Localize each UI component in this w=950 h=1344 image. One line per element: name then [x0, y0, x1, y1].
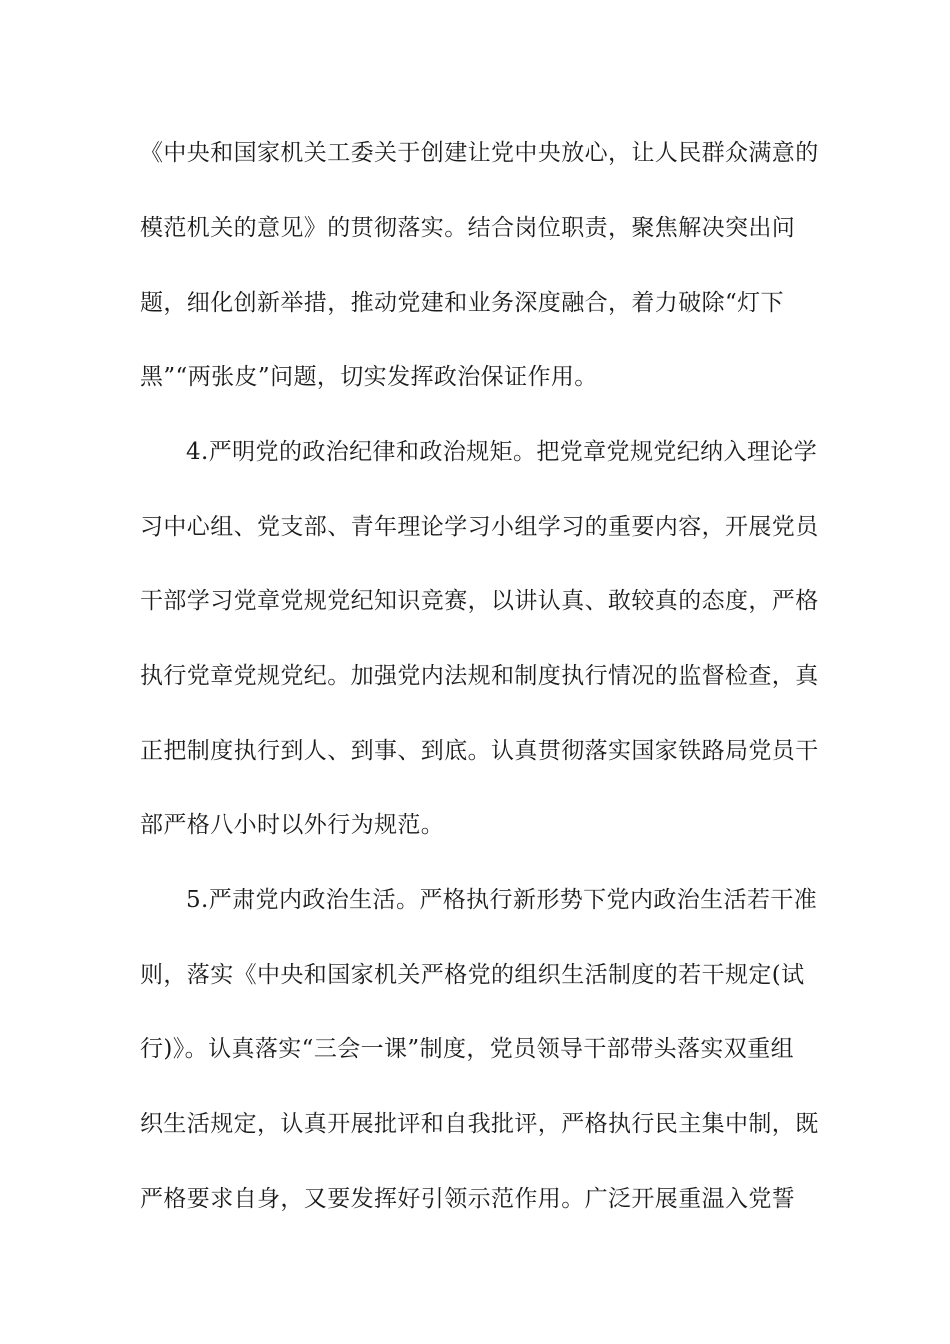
paragraph-start-line: 4.严明党的政治纪律和政治规矩。把党章党规党纪纳入理论学 [186, 439, 818, 465]
text-line: 部严格八小时以外行为规范。 [140, 812, 445, 838]
text-line: 习中心组、党支部、青年理论学习小组学习的重要内容，开展党员 [140, 514, 819, 540]
text-line: 正把制度执行到人、到事、到底。认真贯彻落实国家铁路局党员干 [140, 738, 819, 764]
text-line: 题，细化创新举措，推动党建和业务深度融合，着力破除“灯下 [140, 290, 784, 316]
paragraph-start-line: 5.严肃党内政治生活。严格执行新形势下党内政治生活若干准 [186, 887, 818, 913]
text-line: 严格要求自身，又要发挥好引领示范作用。广泛开展重温入党誓 [140, 1186, 796, 1212]
text-line: 模范机关的意见》的贯彻落实。结合岗位职责，聚焦解决突出问 [140, 215, 796, 241]
text-line: 黑”“两张皮”问题，切实发挥政治保证作用。 [140, 364, 598, 390]
text-line: 则，落实《中央和国家机关严格党的组织生活制度的若干规定(试 [140, 962, 805, 988]
text-line: 干部学习党章党规党纪知识竞赛，以讲认真、敢较真的态度，严格 [140, 588, 819, 614]
text-line: 《中央和国家机关工委关于创建让党中央放心，让人民群众满意的 [140, 140, 819, 166]
text-line: 行)》。认真落实“三会一课”制度，党员领导干部带头落实双重组 [140, 1036, 794, 1062]
text-line: 执行党章党规党纪。加强党内法规和制度执行情况的监督检查，真 [140, 663, 819, 689]
text-line: 织生活规定，认真开展批评和自我批评，严格执行民主集中制，既 [140, 1111, 819, 1137]
